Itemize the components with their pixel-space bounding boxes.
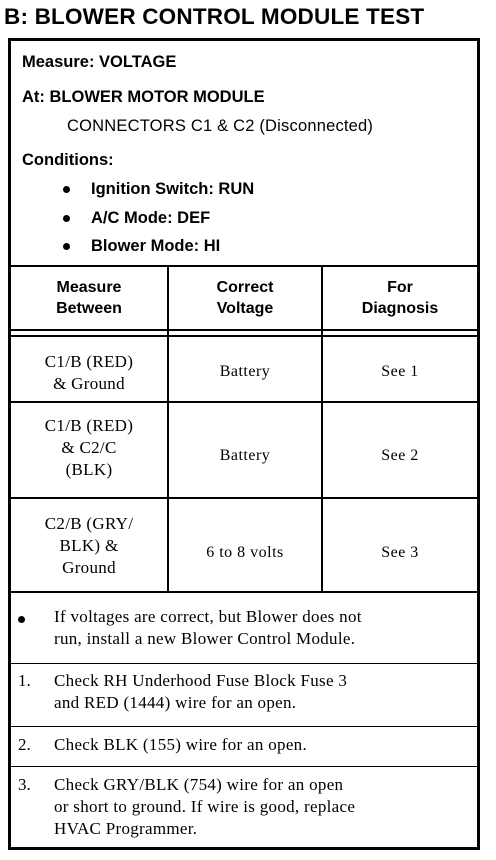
bullet-icon [63, 215, 70, 222]
row1-diagnosis: See 1 [381, 363, 419, 380]
conditions-label: Conditions: [22, 151, 114, 169]
col-header-measure-between: Measure Between [56, 279, 122, 317]
table-top-rule [11, 265, 477, 267]
note-marker-2: 2. [18, 735, 31, 754]
condition-ac-mode: A/C Mode: DEF [91, 209, 211, 227]
note-rule-3 [11, 766, 477, 767]
note-rule-1 [11, 663, 477, 664]
row1-between: C1/B (RED) & Ground [44, 352, 134, 393]
row2-between: C1/B (RED) & C2/C (BLK) [44, 416, 134, 479]
col-header-for-diagnosis: For Diagnosis [361, 279, 439, 317]
row3-diagnosis: See 3 [381, 544, 419, 561]
row2-voltage: Battery [219, 447, 271, 464]
condition-blower-mode: Blower Mode: HI [91, 237, 221, 255]
bullet-icon [63, 243, 70, 250]
row-rule-2 [11, 497, 477, 499]
at-line-1: At: BLOWER MOTOR MODULE [22, 88, 265, 106]
note-rule-2 [11, 726, 477, 727]
bullet-icon [63, 186, 70, 193]
page-title: B: BLOWER CONTROL MODULE TEST [4, 4, 425, 29]
row-rule-1 [11, 401, 477, 403]
note-marker-1: 1. [18, 671, 31, 690]
header-rule-upper [11, 329, 477, 331]
note-3: Check GRY/BLK (754) wire for an open or short to ground. If wire is good, replace HVAC Programmer. [54, 775, 356, 838]
measure-line: Measure: VOLTAGE [22, 53, 177, 71]
note-marker-3: 3. [18, 775, 31, 794]
at-line-2: CONNECTORS C1 & C2 (Disconnected) [67, 117, 374, 135]
col-header-correct-voltage: Correct Voltage [216, 279, 274, 317]
condition-ignition: Ignition Switch: RUN [91, 180, 255, 198]
row3-voltage: 6 to 8 volts [206, 544, 284, 561]
test-box [8, 38, 480, 850]
row2-diagnosis: See 2 [381, 447, 419, 464]
bullet-icon [18, 616, 25, 623]
note-2: Check BLK (155) wire for an open. [54, 735, 308, 754]
table-bottom-rule [11, 591, 477, 593]
row1-voltage: Battery [219, 363, 271, 380]
header-rule-lower [11, 335, 477, 337]
note-bullet: If voltages are correct, but Blower does not run, install a new Blower Control Module. [54, 607, 362, 648]
note-1: Check RH Underhood Fuse Block Fuse 3 and RED (1444) wire for an open. [54, 671, 348, 712]
row3-between: C2/B (GRY/ BLK) & Ground [44, 514, 134, 577]
